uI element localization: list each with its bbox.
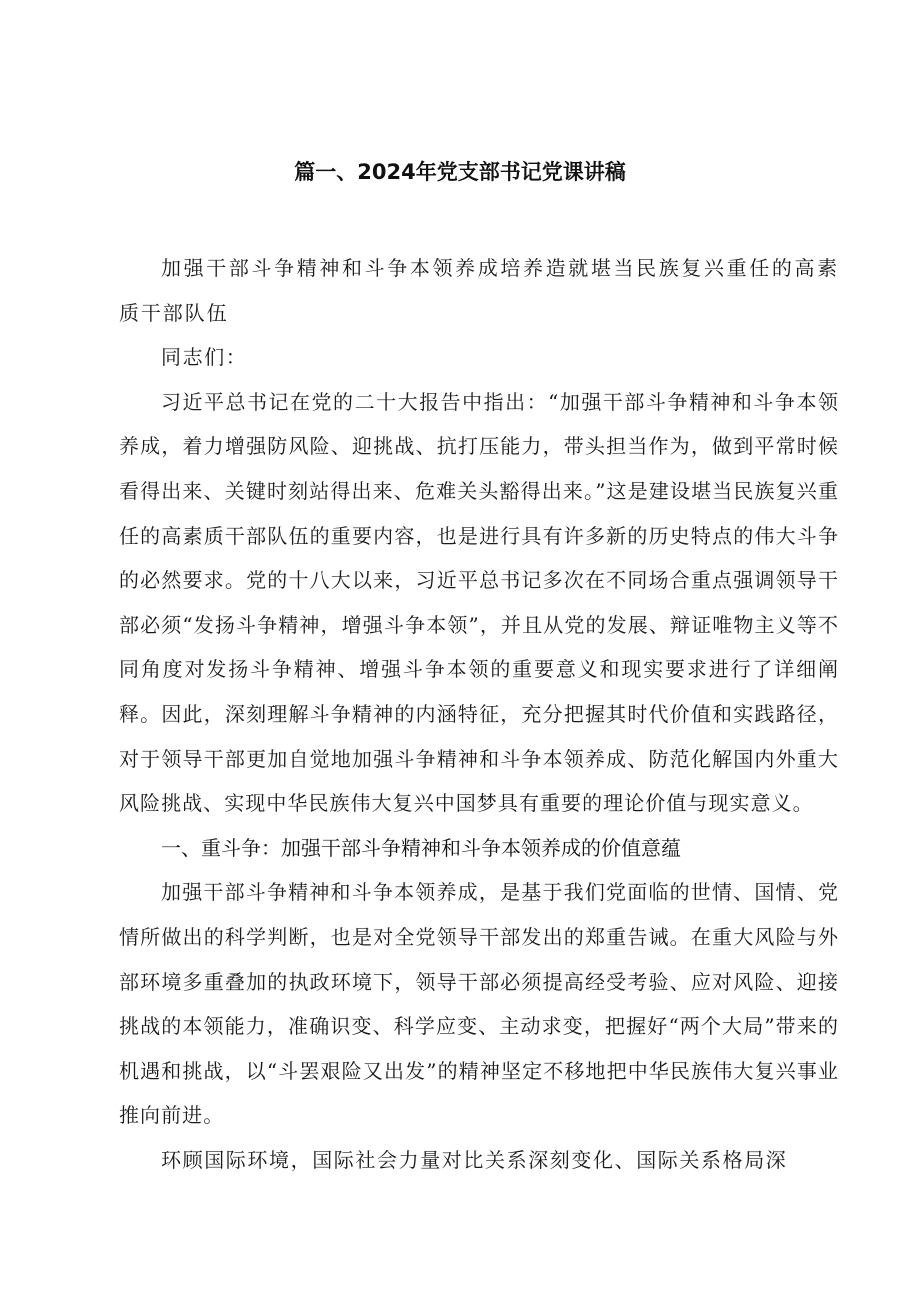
document-body <box>119 246 839 1182</box>
speech-subtitle: 加强干部斗争精神和斗争本领养成培养造就堪当民族复兴重任的高素质干部队伍 <box>119 256 839 325</box>
paragraph-international: 环顾国际环境，国际社会力量对比关系深刻变化、国际关系格局深 <box>161 1147 788 1172</box>
document-title: 篇一、2024年党支部书记党课讲稿 <box>294 160 626 184</box>
paragraph-section-1: 加强干部斗争精神和斗争本领养成，是基于我们党面临的世情、国情、党情所做出的科学判断，也是对全党领导干部发出的郑重告诫。在重大风险与外部环境多重叠加的执政环境下，领导干部必须提高经受考验、应对风险、迎接挑战的本领能力，准确识变、科学应变、主动求变，把握好“两个大局”带来的机遇和挑战，以“斗罢艰险又出发”的精神坚定不移地把中华民族伟大复兴事业推向前进。 <box>119 880 839 1128</box>
section-heading-1: 一、重斗争：加强干部斗争精神和斗争本领养成的价值意蕴 <box>161 835 681 860</box>
greeting: 同志们： <box>161 345 248 370</box>
paragraph-intro: 习近平总书记在党的二十大报告中指出：“加强干部斗争精神和斗争本领养成，着力增强防风险、迎挑战、抗打压能力，带头担当作为，做到平常时候看得出来、关键时刻站得出来、危难关头豁得出来。”这是建设堪当民族复兴重任的高素质干部队伍的重要内容，也是进行具有许多新的历史特点的伟大斗争的必然要求。党的十八大以来，习近平总书记多次在不同场合重点强调领导干部必须“发扬斗争精神，增强斗争本领”，并且从党的发展、辩证唯物主义等不同角度对发扬斗争精神、增强斗争本领的重要意义和现实要求进行了详细阐释。因此，深刻理解斗争精神的内涵特征，充分把握其时代价值和实践路径，对于领导干部更加自觉地加强斗争精神和斗争本领养成、防范化解国内外重大风险挑战、实现中华民族伟大复兴中国梦具有重要的理论价值与现实意义。 <box>119 389 839 816</box>
